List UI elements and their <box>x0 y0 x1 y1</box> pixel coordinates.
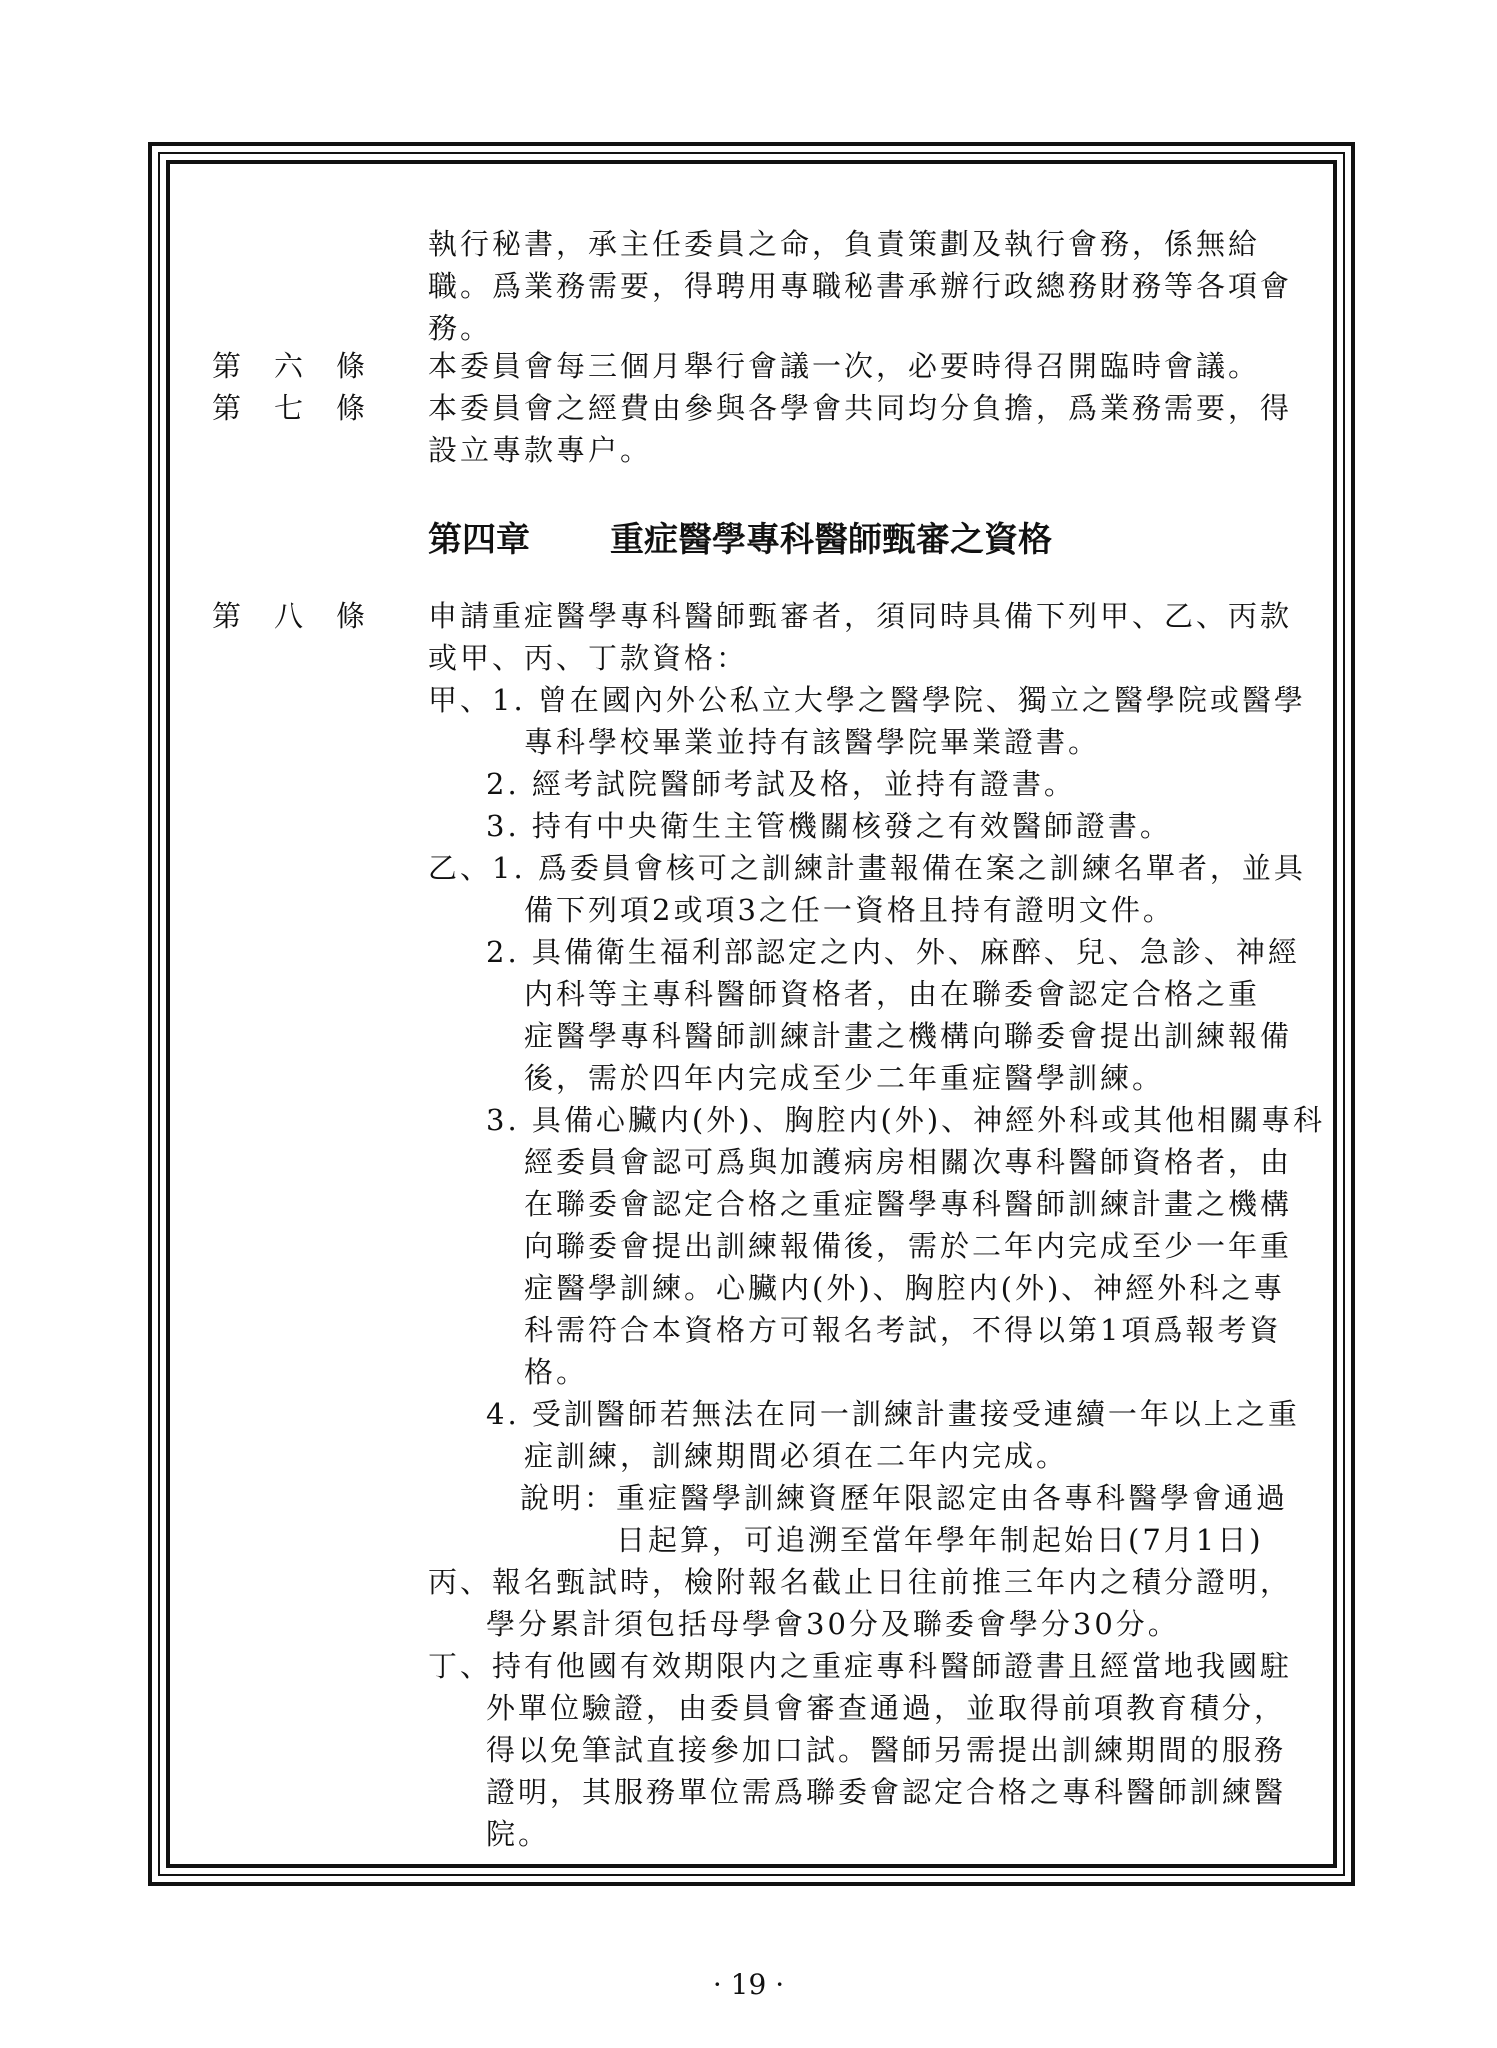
text-line: 經委員會認可爲與加護病房相關次專科醫師資格者，由 <box>524 1145 1293 1179</box>
item-yi-1: 乙、1. 爲委員會核可之訓練計畫報備在案之訓練名單者，並具 <box>428 851 1306 885</box>
text-line: 内科等主專科醫師資格者，由在聯委會認定合格之重 <box>524 977 1261 1011</box>
text-line: 向聯委會提出訓練報備後，需於二年内完成至少一年重 <box>524 1229 1293 1263</box>
chapter-heading <box>428 518 1052 562</box>
text-line: 備下列項2或項3之任一資格且持有證明文件。 <box>524 893 1175 927</box>
text-line: 後，需於四年内完成至少二年重症醫學訓練。 <box>524 1061 1165 1095</box>
text-line: 務。 <box>428 311 493 345</box>
item-yi-3: 3. 具備心臟内(外)、胸腔内(外)、神經外科或其他相關專科 <box>486 1103 1326 1137</box>
item-jia-1: 甲、1. 曾在國內外公私立大學之醫學院、獨立之醫學院或醫學 <box>428 683 1306 717</box>
text-line: 在聯委會認定合格之重症醫學專科醫師訓練計畫之機構 <box>524 1187 1293 1221</box>
text-line: 症醫學專科醫師訓練計畫之機構向聯委會提出訓練報備 <box>524 1019 1293 1053</box>
article-label-6: 第 六 條 <box>212 349 366 383</box>
note-line: 說明：重症醫學訓練資歷年限認定由各專科醫學會通過 <box>520 1481 1289 1515</box>
text-line: 症醫學訓練。心臟内(外)、胸腔内(外)、神經外科之專 <box>524 1271 1286 1305</box>
text-line: 申請重症醫學專科醫師甄審者，須同時具備下列甲、乙、丙款 <box>428 599 1293 633</box>
text-line: 得以免筆試直接參加口試。醫師另需提出訓練期間的服務 <box>486 1733 1287 1767</box>
chapter-number: 第四章 <box>428 520 530 560</box>
note-line: 日起算，可追溯至當年學年制起始日(7月1日) <box>616 1523 1264 1557</box>
text-line: 學分累計須包括母學會30分及聯委會學分30分。 <box>486 1607 1180 1641</box>
item-bing: 丙、報名甄試時，檢附報名截止日往前推三年内之積分證明， <box>428 1565 1293 1599</box>
text-line: 症訓練，訓練期間必須在二年内完成。 <box>524 1439 1069 1473</box>
item-yi-4: 4. 受訓醫師若無法在同一訓練計畫接受連續一年以上之重 <box>486 1397 1300 1431</box>
chapter-title: 重症醫學專科醫師甄審之資格 <box>610 520 1052 560</box>
text-line: 外單位驗證，由委員會審查通過，並取得前項教育積分， <box>486 1691 1287 1725</box>
text-line: 本委員會每三個月舉行會議一次，必要時得召開臨時會議。 <box>428 349 1261 383</box>
item-jia-3: 3. 持有中央衛生主管機關核發之有效醫師證書。 <box>486 809 1172 843</box>
item-yi-2: 2. 具備衛生福利部認定之内、外、麻醉、兒、急診、神經 <box>486 935 1300 969</box>
item-jia-2: 2. 經考試院醫師考試及格，並持有證書。 <box>486 767 1076 801</box>
article-label-8: 第 八 條 <box>212 599 366 633</box>
article-label-7: 第 七 條 <box>212 391 366 425</box>
page-number: · 19 · <box>712 1968 785 2001</box>
text-line: 執行秘書，承主任委員之命，負責策劃及執行會務，係無給 <box>428 227 1261 261</box>
text-line: 院。 <box>486 1817 551 1851</box>
text-line: 證明，其服務單位需爲聯委會認定合格之專科醫師訓練醫 <box>486 1775 1287 1809</box>
text-line: 格。 <box>524 1355 589 1389</box>
item-ding: 丁、持有他國有效期限内之重症專科醫師證書且經當地我國駐 <box>428 1649 1293 1683</box>
text-line: 本委員會之經費由參與各學會共同均分負擔，爲業務需要，得 <box>428 391 1293 425</box>
text-line: 專科學校畢業並持有該醫學院畢業證書。 <box>524 725 1101 759</box>
text-line: 職。爲業務需要，得聘用專職秘書承辦行政總務財務等各項會 <box>428 269 1293 303</box>
text-line: 或甲、丙、丁款資格： <box>428 641 749 675</box>
text-line: 科需符合本資格方可報名考試，不得以第1項爲報考資 <box>524 1313 1282 1347</box>
text-line: 設立專款專户。 <box>428 433 653 467</box>
